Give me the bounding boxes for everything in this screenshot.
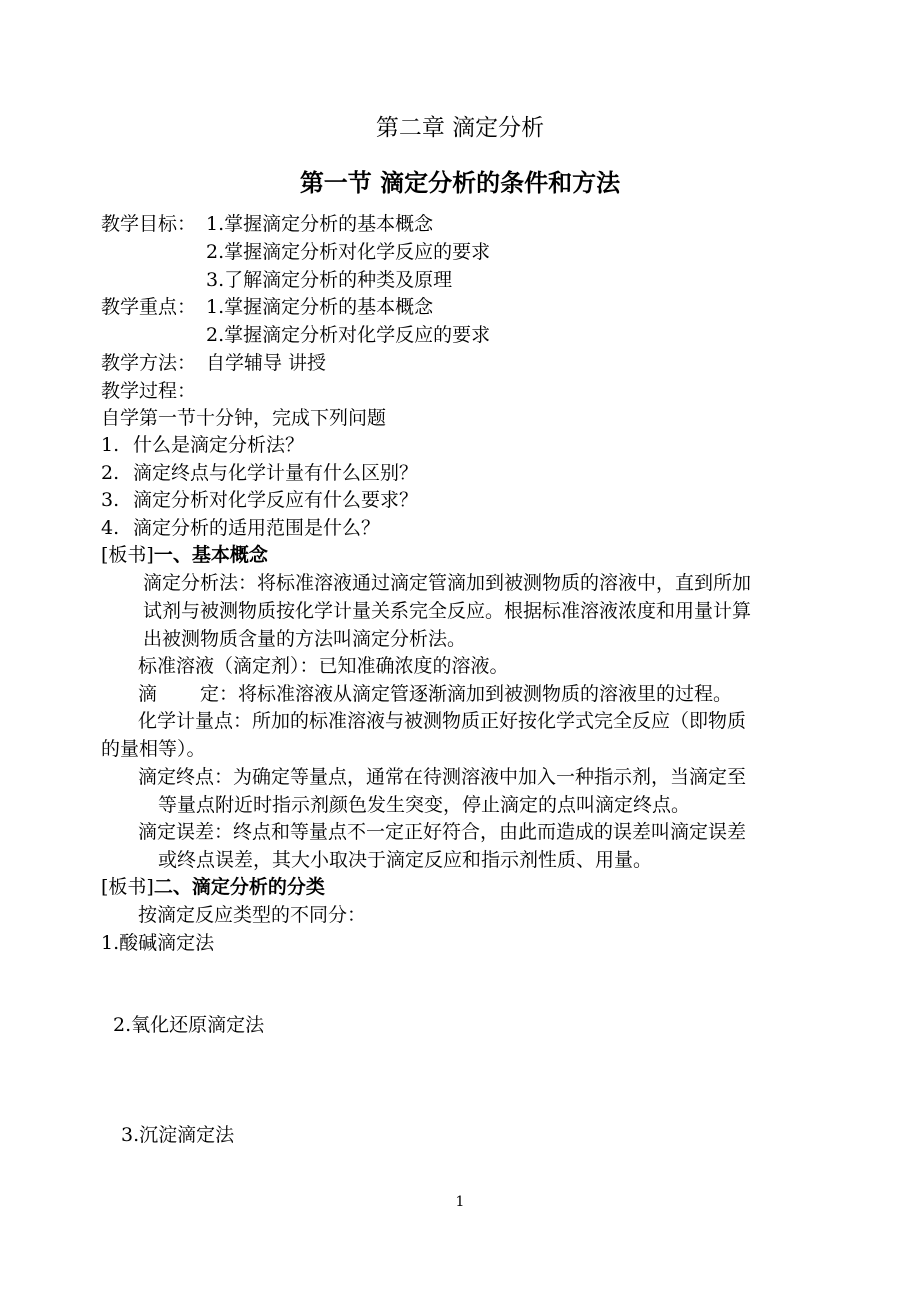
board-heading-text: 一、基本概念 bbox=[153, 544, 268, 566]
definition-titration-method-line: 试剂与被测物质按化学计量关系完全反应。根据标准溶液浓度和用量计算 bbox=[143, 600, 752, 622]
board-heading-2 bbox=[101, 873, 325, 901]
self-study-intro: 自学第一节十分钟，完成下列问题 bbox=[101, 407, 387, 429]
question-text: 滴定终点与化学计量有什么区别？ bbox=[133, 462, 419, 484]
objectives-label: 教学目标： bbox=[101, 213, 197, 235]
definition-titration-error-line: 滴定误差：终点和等量点不一定正好符合，由此而造成的误差叫滴定误差 bbox=[138, 821, 747, 843]
objective-item: 3.了解滴定分析的种类及原理 bbox=[206, 269, 453, 291]
definition-titration-body: 定：将标准溶液从滴定管逐渐滴加到被测物质的溶液里的过程。 bbox=[200, 683, 733, 705]
classification-item: 3.沉淀滴定法 bbox=[121, 1124, 235, 1146]
classification-item: 1.酸碱滴定法 bbox=[101, 932, 215, 954]
question-number: 3. bbox=[101, 489, 120, 511]
definition-end-point-line: 等量点附近时指示剂颜色发生突变，停止滴定的点叫滴定终点。 bbox=[158, 794, 691, 816]
question-text: 滴定分析对化学反应有什么要求？ bbox=[133, 489, 419, 511]
key-point-item: 1.掌握滴定分析的基本概念 bbox=[206, 296, 434, 318]
definition-standard-solution: 标准溶液（滴定剂）：已知准确浓度的溶液。 bbox=[138, 655, 509, 677]
section-title: 第一节 滴定分析的条件和方法 bbox=[299, 168, 621, 197]
board-heading-1 bbox=[101, 541, 268, 569]
page-number: 1 bbox=[455, 1194, 465, 1210]
board-prefix: [板书] bbox=[101, 544, 154, 566]
methods-value: 自学辅导 讲授 bbox=[206, 352, 327, 374]
chapter-title: 第二章 滴定分析 bbox=[375, 115, 545, 141]
board-heading-text: 二、滴定分析的分类 bbox=[153, 876, 325, 898]
process-label: 教学过程： bbox=[101, 380, 197, 402]
key-point-item: 2.掌握滴定分析对化学反应的要求 bbox=[206, 324, 491, 346]
definition-titration-error-line: 或终点误差，其大小取决于滴定反应和指示剂性质、用量。 bbox=[158, 849, 653, 871]
definition-titration-term: 滴 bbox=[138, 683, 158, 705]
question-number: 2. bbox=[101, 462, 120, 484]
definition-titration-method-line: 出被测物质含量的方法叫滴定分析法。 bbox=[143, 628, 467, 650]
question-text: 什么是滴定分析法？ bbox=[133, 434, 305, 456]
key-points-label: 教学重点： bbox=[101, 296, 197, 318]
board-prefix: [板书] bbox=[101, 876, 154, 898]
definition-equivalence-point-line: 的量相等）。 bbox=[101, 738, 206, 760]
objective-item: 1.掌握滴定分析的基本概念 bbox=[206, 213, 434, 235]
question-number: 4. bbox=[101, 517, 120, 539]
definition-end-point-line: 滴定终点：为确定等量点，通常在待测溶液中加入一种指示剂，当滴定至 bbox=[138, 766, 747, 788]
methods-label: 教学方法： bbox=[101, 352, 197, 374]
definition-equivalence-point-line: 化学计量点：所加的标准溶液与被测物质正好按化学式完全反应（即物质 bbox=[138, 710, 747, 732]
classification-item: 2.氧化还原滴定法 bbox=[113, 1014, 265, 1036]
question-number: 1. bbox=[101, 434, 120, 456]
classification-intro: 按滴定反应类型的不同分： bbox=[138, 904, 367, 926]
objective-item: 2.掌握滴定分析对化学反应的要求 bbox=[206, 241, 491, 263]
question-text: 滴定分析的适用范围是什么？ bbox=[133, 517, 381, 539]
definition-titration-method-line: 滴定分析法：将标准溶液通过滴定管滴加到被测物质的溶液中，直到所加 bbox=[143, 572, 752, 594]
